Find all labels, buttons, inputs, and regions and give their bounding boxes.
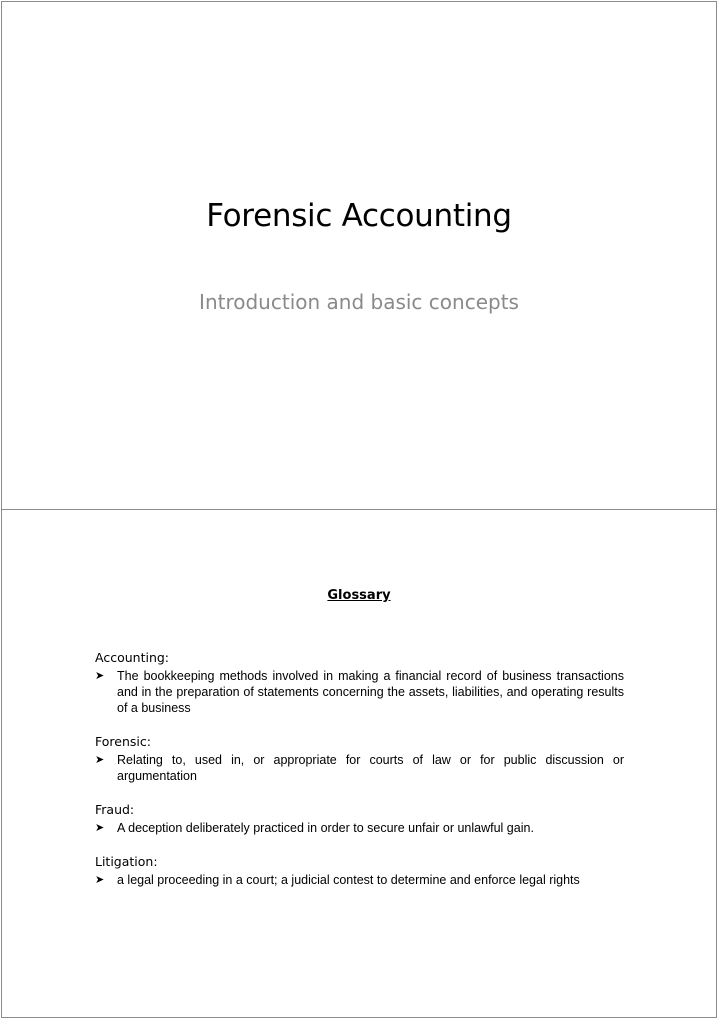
slide-glossary	[1, 509, 717, 1018]
glossary-term: Forensic:	[95, 734, 151, 749]
glossary-term: Accounting:	[95, 650, 170, 665]
slide-title-heading: Forensic Accounting	[206, 198, 512, 234]
glossary-term: Litigation:	[95, 854, 158, 869]
glossary-heading: Glossary	[327, 588, 391, 603]
arrowhead-bullet-icon: ➤	[95, 670, 105, 682]
glossary-list	[95, 649, 624, 905]
glossary-definition-text: a legal proceeding in a court; a judicial contest to determine and enforce legal rights	[117, 873, 580, 887]
glossary-definition	[95, 820, 624, 836]
slide-subtitle: Introduction and basic concepts	[199, 290, 519, 314]
glossary-definition	[95, 752, 624, 784]
arrowhead-bullet-icon: ➤	[95, 754, 105, 766]
glossary-term: Fraud:	[95, 802, 135, 817]
glossary-definition-text: Relating to, used in, or appropriate for courts of law or for public discussion or argumentation	[117, 753, 624, 783]
glossary-entry-litigation	[95, 853, 624, 888]
glossary-definition-text: The bookkeeping methods involved in making a financial record of business transactions and in the preparation of statements concerning the assets, liabilities, and operating results of a business	[117, 669, 624, 715]
glossary-entry-forensic	[95, 733, 624, 784]
slide-title	[1, 1, 717, 510]
arrowhead-bullet-icon: ➤	[95, 874, 105, 886]
arrowhead-bullet-icon: ➤	[95, 822, 105, 834]
glossary-definition	[95, 872, 624, 888]
glossary-definition-text: A deception deliberately practiced in order to secure unfair or unlawful gain.	[117, 821, 534, 835]
glossary-entry-accounting	[95, 649, 624, 716]
glossary-definition	[95, 668, 624, 716]
glossary-entry-fraud	[95, 801, 624, 836]
